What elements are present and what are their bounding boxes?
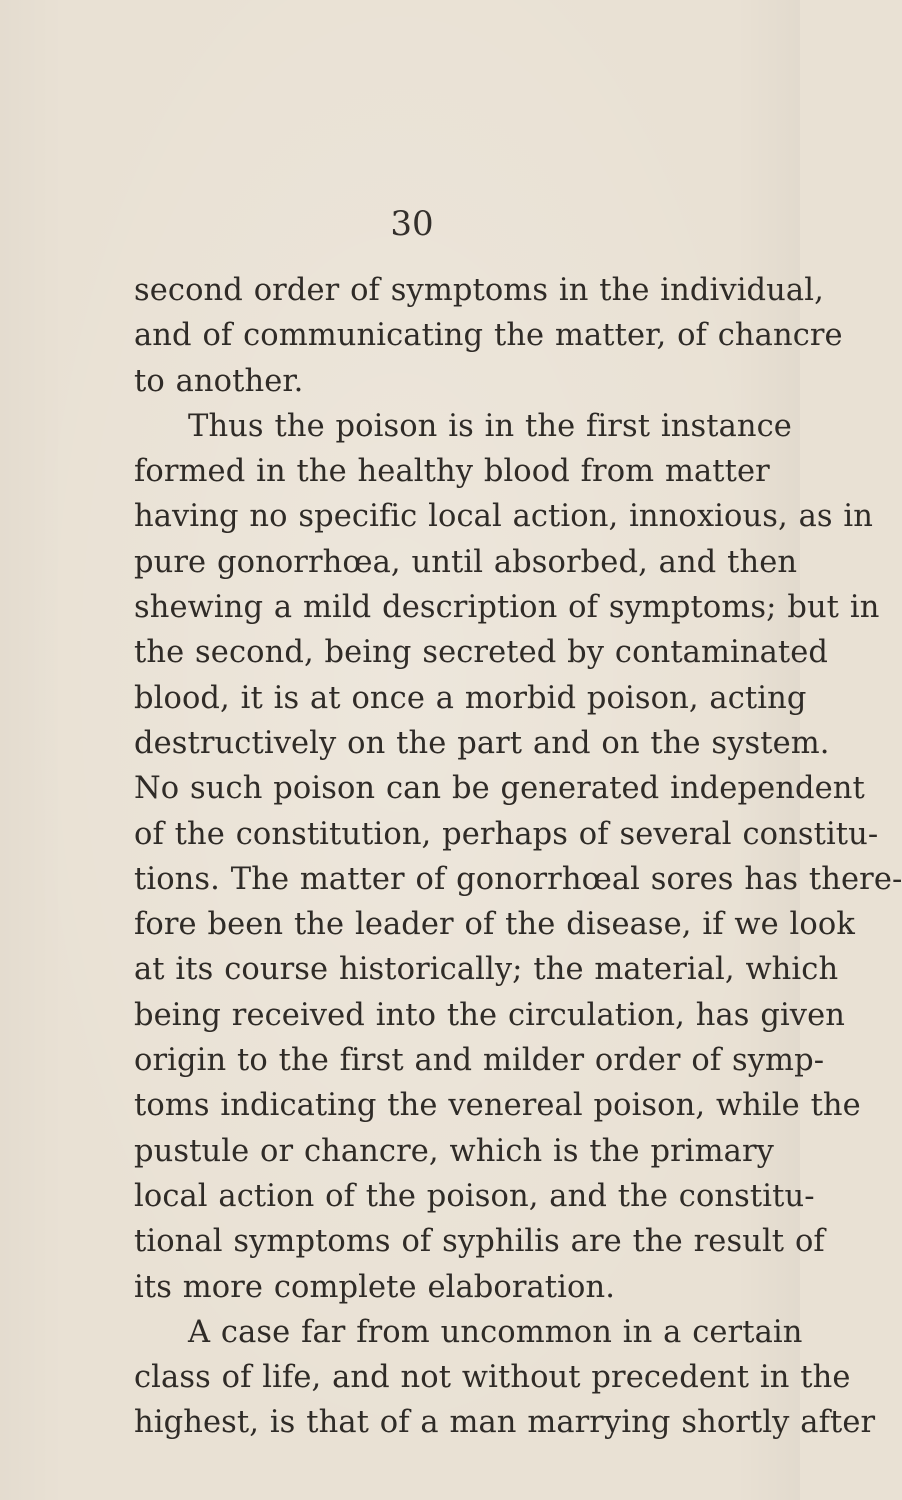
text-line: class of life, and not without precedent in the <box>134 1360 851 1396</box>
text-line: formed in the healthy blood from matter <box>134 454 770 490</box>
text-line: origin to the first and milder order of symp- <box>134 1043 825 1079</box>
text-line: at its course historically; the material, which <box>134 952 839 988</box>
body-text <box>134 268 902 1446</box>
text-line: blood, it is at once a morbid poison, acting <box>134 680 807 716</box>
text-line: toms indicating the venereal poison, while the <box>134 1088 861 1124</box>
text-line: local action of the poison, and the constitu- <box>134 1178 815 1214</box>
text-line: having no specific local action, innoxious, as in <box>134 499 873 535</box>
text-line: and of communicating the matter, of chancre <box>134 318 843 354</box>
text-line: tional symptoms of syphilis are the result of <box>134 1224 825 1260</box>
text-line: its more complete elaboration. <box>134 1269 616 1305</box>
paragraph-start-line: Thus the poison is in the first instance <box>188 408 792 444</box>
text-line: pustule or chancre, which is the primary <box>134 1133 774 1169</box>
text-line: fore been the leader of the disease, if we look <box>134 907 855 943</box>
text-line: shewing a mild description of symptoms; but in <box>134 590 880 626</box>
text-line: second order of symptoms in the individual, <box>134 273 824 308</box>
text-line: tions. The matter of gonorrhœal sores has there- <box>134 861 902 897</box>
text-line: the second, being secreted by contaminated <box>134 635 828 671</box>
paragraph-start-line: A case far from uncommon in a certain <box>188 1314 803 1350</box>
text-line: being received into the circulation, has given <box>134 997 846 1033</box>
text-line: highest, is that of a man marrying shortly after <box>134 1405 876 1441</box>
text-line: of the constitution, perhaps of several constitu- <box>134 816 879 852</box>
text-line: to another. <box>134 363 304 399</box>
text-line: No such poison can be generated independent <box>134 771 865 807</box>
text-line: destructively on the part and on the system. <box>134 725 830 761</box>
page-number: 30 <box>390 204 434 244</box>
text-line: pure gonorrhœa, until absorbed, and then <box>134 544 798 580</box>
